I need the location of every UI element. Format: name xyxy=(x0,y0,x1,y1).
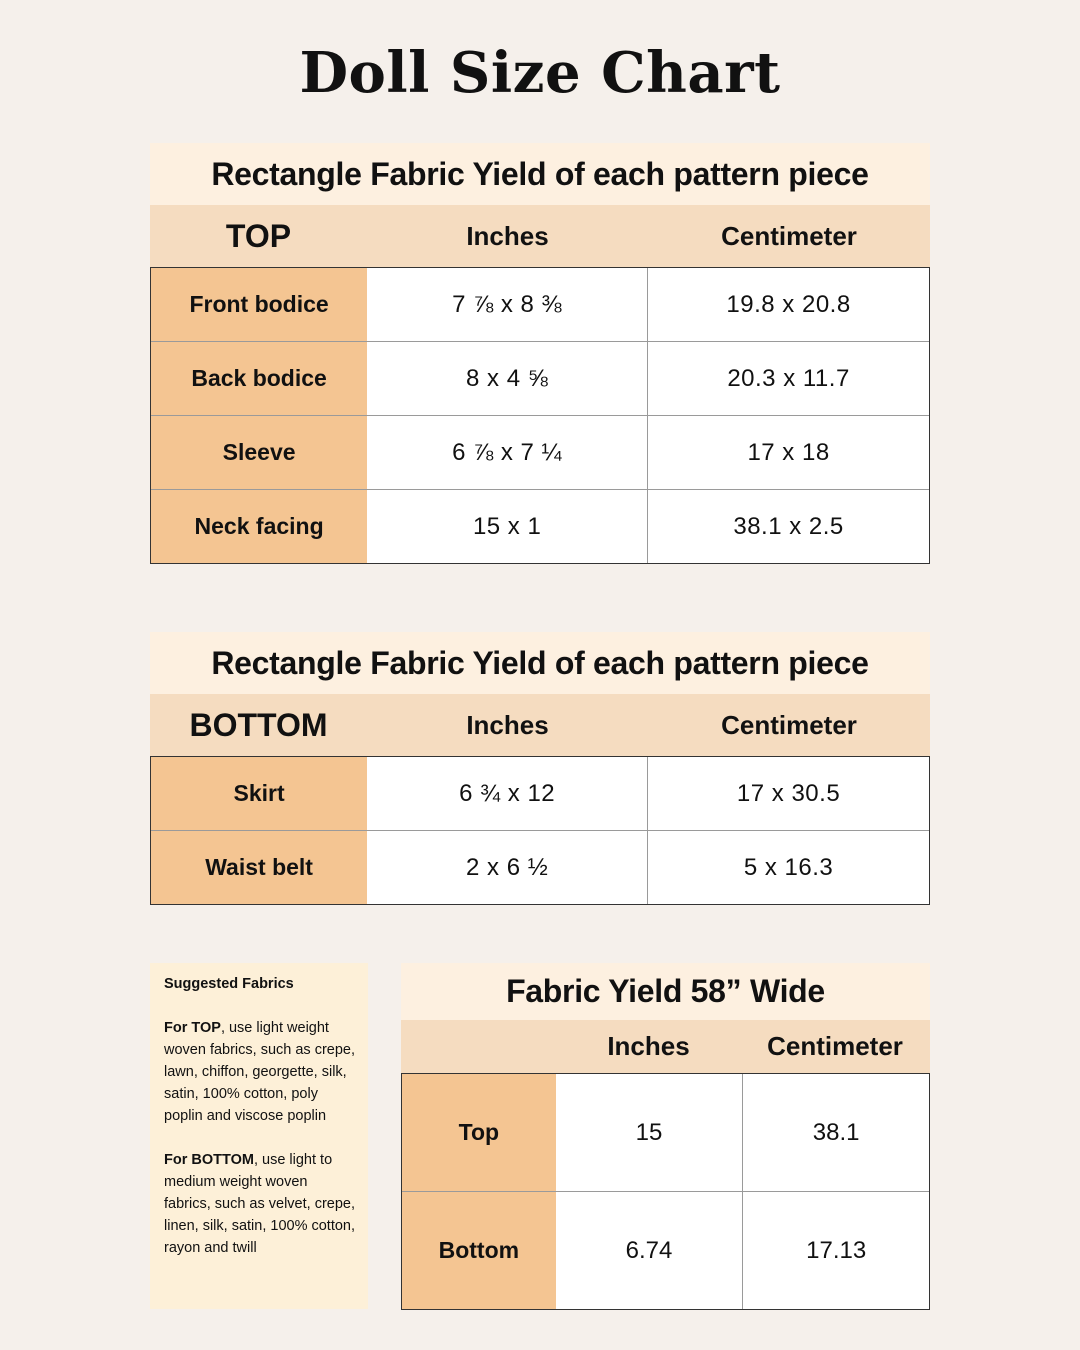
table-row xyxy=(151,268,929,341)
table-row xyxy=(151,341,929,415)
page-title: Doll Size Chart xyxy=(299,40,781,106)
cm-value: 17.13 xyxy=(806,1236,867,1264)
inches-value: 6 ¾ x 12 xyxy=(367,757,648,830)
cm-value: 20.3 x 11.7 xyxy=(727,364,850,392)
top-table-body xyxy=(150,267,930,564)
yield-table-heading: Fabric Yield 58” Wide xyxy=(401,963,930,1020)
cm-value: 38.1 x 2.5 xyxy=(733,512,844,540)
fabric-yield-table xyxy=(401,963,930,1310)
suggested-fabrics-heading: Suggested Fabrics xyxy=(164,976,294,992)
piece-name: Neck facing xyxy=(151,490,367,563)
cm-value: 5 x 16.3 xyxy=(743,853,834,881)
inches-value: 15 x 1 xyxy=(367,490,648,563)
piece-name: Skirt xyxy=(151,757,367,830)
yield-table-body xyxy=(401,1073,930,1310)
top-table-heading: Rectangle Fabric Yield of each pattern piece xyxy=(150,143,930,205)
cm-value: 38.1 xyxy=(812,1118,860,1146)
bottom-table-heading: Rectangle Fabric Yield of each pattern piece xyxy=(150,632,930,694)
table-row xyxy=(151,489,929,563)
inches-value: 8 x 4 ⅝ xyxy=(367,342,648,415)
table-row xyxy=(151,757,929,830)
yield-header-label xyxy=(401,1020,555,1073)
bottom-fabric-suggestion xyxy=(164,1149,358,1259)
bottom-header-centimeter: Centimeter xyxy=(721,709,857,740)
top-header-label: TOP xyxy=(225,217,292,254)
table-row xyxy=(151,830,929,904)
top-label: For TOP xyxy=(164,1020,221,1036)
bottom-suggestion-text: , use light to medium weight woven fabrics, such as velvet, crepe, linen, silk, satin, 100% cotton, rayon and twill xyxy=(164,1152,356,1256)
piece-name: Waist belt xyxy=(151,831,367,904)
suggested-fabrics-note xyxy=(150,963,368,1309)
yield-header-centimeter: Centimeter xyxy=(767,1031,903,1061)
table-row xyxy=(151,415,929,489)
top-fabric-table xyxy=(150,143,930,564)
bottom-table-body xyxy=(150,756,930,905)
piece-name: Back bodice xyxy=(151,342,367,415)
top-suggestion-text: , use light weight woven fabrics, such as crepe, lawn, chiffon, georgette, silk, satin, 100% cotton, poly poplin and viscose poplin xyxy=(164,1020,356,1124)
yield-table-header-row xyxy=(401,1020,930,1073)
table-row xyxy=(402,1191,929,1309)
top-table-header-row xyxy=(150,205,930,267)
bottom-label: For BOTTOM xyxy=(164,1152,254,1168)
cm-value: 19.8 x 20.8 xyxy=(726,290,851,318)
inches-value: 15 xyxy=(556,1074,744,1191)
top-header-inches: Inches xyxy=(466,220,549,251)
piece-name: Sleeve xyxy=(151,416,367,489)
top-fabric-suggestion xyxy=(164,1017,358,1127)
piece-name: Top xyxy=(402,1074,556,1191)
bottom-table-header-row xyxy=(150,694,930,756)
table-row xyxy=(402,1074,929,1191)
top-header-centimeter: Centimeter xyxy=(721,220,857,251)
cm-value: 17 x 30.5 xyxy=(736,779,841,807)
inches-value: 6 ⅞ x 7 ¼ xyxy=(367,416,648,489)
piece-name: Front bodice xyxy=(151,268,367,341)
piece-name: Bottom xyxy=(402,1192,556,1309)
yield-header-inches: Inches xyxy=(607,1031,690,1061)
inches-value: 6.74 xyxy=(556,1192,744,1309)
bottom-header-label: BOTTOM xyxy=(189,706,328,743)
bottom-header-inches: Inches xyxy=(466,709,549,740)
inches-value: 7 ⅞ x 8 ⅜ xyxy=(367,268,648,341)
inches-value: 2 x 6 ½ xyxy=(367,831,648,904)
cm-value: 17 x 18 xyxy=(747,438,830,466)
bottom-fabric-table xyxy=(150,632,930,905)
